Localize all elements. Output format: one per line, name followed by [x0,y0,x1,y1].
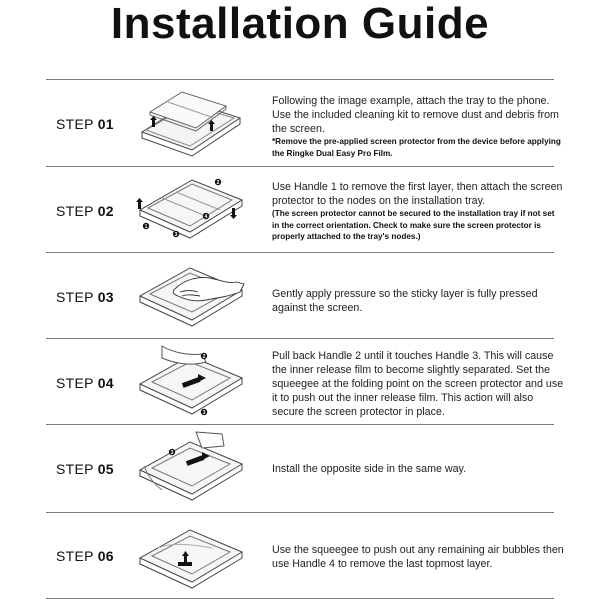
page-title: Installation Guide [110,0,490,48]
divider [46,252,554,253]
handle-marker-label: 4 [204,213,208,220]
divider [46,338,554,339]
step-description [272,462,564,476]
step-prefix: STEP [56,375,94,391]
step-description [272,180,564,243]
handle-marker-label: 1 [144,223,148,230]
step-prefix: STEP [56,548,94,564]
step-prefix: STEP [56,289,94,305]
handle-marker-label: 3 [174,231,178,238]
step-text: Use the squeegee to push out any remaining air bubbles then use Handle 4 to remove the last topmost layer. [272,544,564,570]
step-text: Use Handle 1 to remove the first layer, then attach the screen protector to the nodes on the installation tray. [272,181,563,207]
step-label [56,289,114,305]
step-03-illustration [132,258,248,330]
handle-marker-label: 2 [216,179,220,186]
step-06-illustration [132,518,248,590]
step-label [56,461,114,477]
step-text: Gently apply pressure so the sticky layer is fully pressed against the screen. [272,288,538,314]
step-04-illustration [132,344,248,416]
step-description [272,543,564,571]
divider [46,598,554,599]
step-description [272,349,564,419]
step-number: 04 [97,375,114,391]
step-prefix: STEP [56,461,94,477]
step-description [272,287,564,315]
step-description [272,94,564,159]
step-label [56,548,114,564]
step-number: 05 [97,461,114,477]
divider [46,166,554,167]
step-number: 02 [97,203,114,219]
step-text: Pull back Handle 2 until it touches Handle 3. This will cause the inner release film to become slightly separated. Set the squeegee at the folding point on the screen protector and use it to push out the inner release film. This action will also secure the screen protector in place. [272,350,564,418]
step-note: (The screen protector cannot be secured to the installation tray if not set in the correct orientation. Check to make sure the screen protector is properly attached to the tray's nodes.) [272,209,555,241]
step-number: 01 [97,116,114,132]
handle-marker-label: 2 [202,353,206,360]
step-number: 06 [97,548,114,564]
step-text: Install the opposite side in the same way. [272,463,467,475]
step-02-illustration [132,172,248,244]
step-label [56,116,114,132]
step-label [56,203,114,219]
step-label [56,375,114,391]
step-05-illustration [132,430,248,502]
step-prefix: STEP [56,203,94,219]
divider [46,512,554,513]
step-number: 03 [97,289,114,305]
step-note: *Remove the pre-applied screen protector from the device before applying the Ringke Dual Easy Pro Film. [272,137,561,158]
step-prefix: STEP [56,116,94,132]
step-text: Following the image example, attach the tray to the phone. Use the included cleaning kit to remove dust and debris from the screen. [272,95,559,135]
handle-marker-label: 3 [202,409,206,416]
step-01-illustration [132,88,248,160]
divider [46,424,554,425]
divider [46,79,554,80]
handle-marker-label: 3 [170,449,174,456]
